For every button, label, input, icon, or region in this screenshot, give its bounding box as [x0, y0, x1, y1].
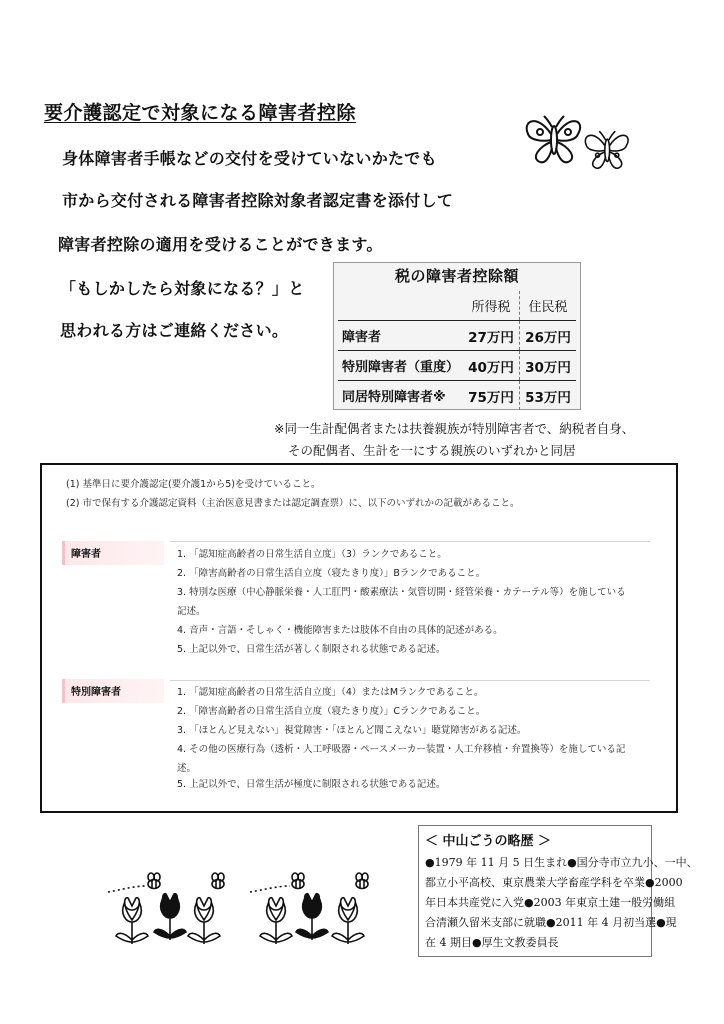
criteria-item: 5. 上記以外で、日常生活が極度に制限される状態である記述。 — [177, 779, 446, 790]
criteria-item: 記述。 — [177, 606, 206, 617]
intro-line: 思われる方はご連絡ください。 — [60, 321, 289, 340]
criteria-item: 1. 「認知症高齢者の日常生活自立度」（3）ランクであること。 — [177, 549, 447, 560]
resident-tax-value: 26万円 — [520, 321, 577, 351]
profile-line: ●1979 年 11 月 5 日生まれ●国分寺市立九小、一中、 — [425, 856, 698, 869]
header-income-tax: 所得税 — [471, 300, 511, 315]
tulips-illustration — [100, 870, 400, 950]
section-divider — [170, 680, 650, 681]
header-resident-tax: 住民税 — [520, 291, 577, 321]
condition-line: (2) 市で保有する介護認定資料（主治医意見書または認定調査票）に、以下のいずれかの記載があること。 — [66, 498, 520, 509]
criteria-item: 5. 上記以外で、日常生活が著しく制限される状態である記述。 — [177, 644, 446, 655]
profile-heading: ＜ 中山ごうの略歴 ＞ — [425, 834, 552, 849]
tulip-group-left — [108, 873, 224, 944]
bee-icon — [292, 873, 304, 889]
page-title: 要介護認定で対象になる障害者控除 — [44, 102, 357, 124]
tax-table-row — [338, 351, 576, 381]
row-label: 同居特別障害者※ — [338, 381, 463, 411]
resident-tax-value: 30万円 — [520, 351, 577, 381]
section-label: 障害者 — [62, 541, 164, 565]
criteria-item: 4. 音声・言語・そしゃく・機能障害または肢体不自由の具体的記述がある。 — [177, 625, 503, 636]
tulip-group-right — [250, 873, 368, 944]
criteria-item: 2. 「障害高齢者の日常生活自立度（寝たきり度）」Bランクであること。 — [177, 568, 486, 579]
income-tax-value: 75万円 — [463, 381, 519, 411]
section-label: 特別障害者 — [62, 679, 164, 703]
bee-flight-path — [250, 886, 290, 892]
profile-line: 在 4 期目●厚生文教委員長 — [425, 936, 559, 949]
profile-line: 合清瀬久留米支部に就職●2011 年 4 月初当選●現 — [425, 916, 677, 929]
profile-line: 都立小平高校、東京農業大学畜産学科を卒業●2000 — [425, 876, 683, 889]
footnote-line: ※同一生計配偶者または扶養親族が特別障害者で、納税者自身、 — [274, 421, 635, 436]
butterflies-illustration — [520, 112, 642, 178]
butterfly-icon — [585, 131, 628, 168]
condition-line: (1) 基準日に要介護認定(要介護1から5)を受けていること。 — [66, 479, 321, 490]
tulip-icon — [154, 894, 186, 940]
bee-flight-path — [108, 886, 146, 892]
intro-line: 身体障害者手帳などの交付を受けていないかたでも — [62, 149, 437, 168]
intro-line: 障害者控除の適用を受けることができます。 — [58, 235, 383, 254]
tax-table-header-row — [338, 291, 576, 321]
tax-table-row — [338, 321, 576, 351]
tulip-icon — [116, 898, 148, 944]
profile-box — [418, 825, 698, 957]
income-tax-value: 40万円 — [463, 351, 519, 381]
tulip-icon — [260, 898, 292, 944]
criteria-item: 2. 「障害高齢者の日常生活自立度（寝たきり度）」Cランクであること。 — [177, 706, 486, 717]
tax-deduction-table — [333, 262, 581, 410]
intro-line: 「もしかしたら対象になる？」と — [60, 279, 305, 298]
profile-line: 年日本共産党に入党●2003 年東京土建一般労働組 — [425, 896, 676, 909]
tulip-icon — [296, 894, 328, 940]
criteria-item: 3. 特別な医療（中心静脈栄養・人工肛門・酸素療法・気管切開・経管栄養・カテーテル等）を施している — [177, 587, 626, 598]
section-divider — [170, 541, 650, 542]
row-label: 障害者 — [338, 321, 463, 351]
bee-icon — [356, 873, 368, 889]
criteria-item: 1. 「認知症高齢者の日常生活自立度」（4）またはMランクであること。 — [177, 687, 484, 698]
bee-icon — [212, 873, 224, 889]
criteria-box — [40, 463, 678, 813]
tulip-icon — [188, 898, 220, 944]
tax-table-caption: 税の障害者控除額 — [394, 267, 519, 285]
income-tax-value: 27万円 — [463, 321, 519, 351]
row-label: 特別障害者（重度） — [338, 351, 463, 381]
tax-table-row — [338, 381, 576, 411]
criteria-item: 述。 — [177, 763, 197, 774]
butterfly-icon — [527, 116, 580, 162]
resident-tax-value: 53万円 — [520, 381, 577, 411]
intro-line: 市から交付される障害者控除対象者認定書を添付して — [62, 191, 454, 210]
criteria-item: 3. 「ほとんど見えない」視覚障害・「ほとんど聞こえない」聴覚障害がある記述。 — [177, 725, 527, 736]
bee-icon — [148, 873, 160, 889]
criteria-item: 4. その他の医療行為（透析・人工呼吸器・ペースメーカー装置・人工弁移植・弁置換等）を施している記 — [177, 744, 626, 755]
tulip-icon — [332, 898, 364, 944]
footnote-line: その配偶者、生計を一にする親族のいずれかと同居 — [288, 443, 576, 458]
